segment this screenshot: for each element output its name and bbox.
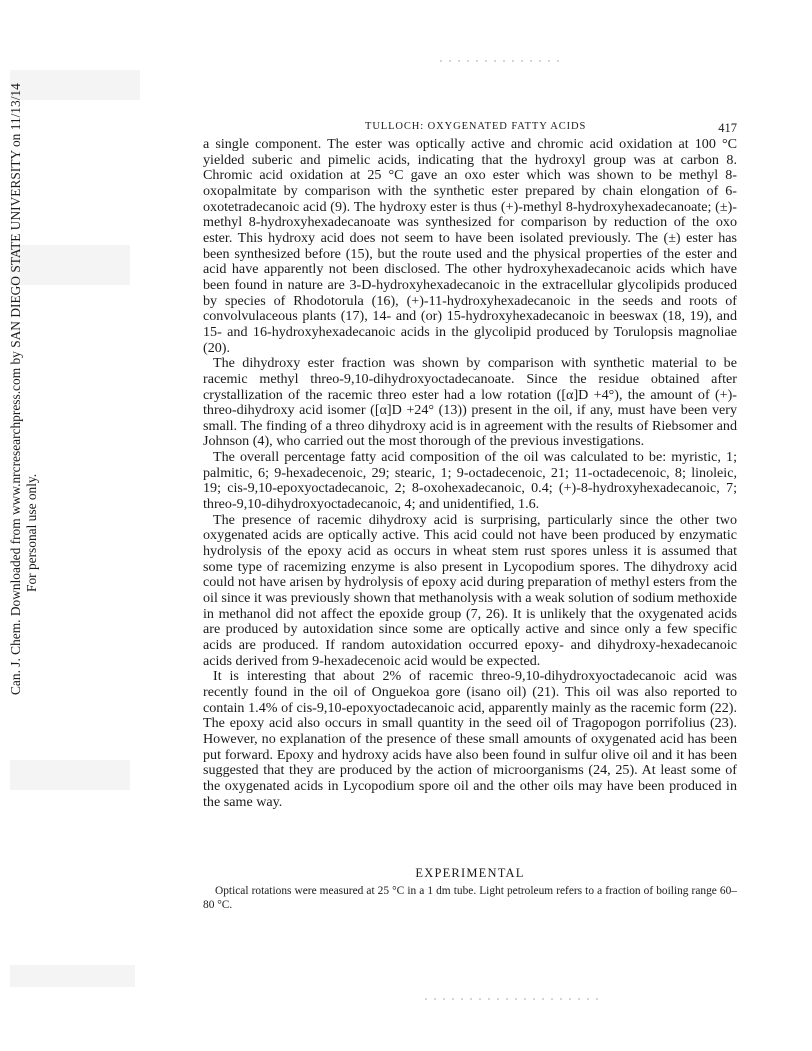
scan-artifact-top-dots xyxy=(440,60,560,62)
scan-artifact-bottom-dots xyxy=(425,998,605,1000)
paragraph-fatty-acid-composition: The overall percentage fatty acid composition of the oil was calculated to be: myristic, 1; palmitic, 6; 9-hexadecenoic, 29; stearic, 1; 9-octadecenoic, 21; 11-octadecenoic, 8; linoleic, 19; cis-9,10-epoxyoctadecanoic, 2; 8-oxohexadecanoic, 0.4; (+)-8-hydroxyhexadecanoic, 7; threo-9,10-dihydroxyoctadecanoic, 4; and unidentified, 1.6. xyxy=(203,449,737,513)
download-stamp-usage-line: For personal use only. xyxy=(24,473,39,592)
page-header xyxy=(203,121,737,137)
running-head: TULLOCH: OXYGENATED FATTY ACIDS xyxy=(365,121,587,132)
download-stamp xyxy=(2,83,46,695)
paragraph-hydroxy-ester: a single component. The ester was optically active and chromic acid oxidation at 100 °C yielded suberic and pimelic acids, indicating that the hydroxyl group was at carbon 8. Chromic acid oxidation at 25 °C gave an oxo ester which was shown to be methyl 8-oxopalmitate by comparison with the synthetic ester prepared by chain elongation of 6-oxotetradecanoic acid (9). The hydroxy ester is thus (+)-methyl 8-hydroxyhexadecanoate; (±)-methyl 8-hydroxyhexadecanoate was synthesized for comparison by reduction of the oxo ester. This hydroxy acid does not seem to have been isolated previously. The (±) ester has been synthesized before (15), but the route used and the physical properties of the ester and acid have apparently not been disclosed. The other hydroxyhexadecanoic acids which have been found in nature are 3-D-hydroxyhexadecanoic in the extracellular glycolipids produced by species of Rhodotorula (16), (+)-11-hydroxyhexadecanoic in the seeds and roots of convolvulaceous plants (17), 14- and (or) 15-hydroxyhexadecanoic in beeswax (18, 19), and 15- and 16-hydroxyhexadecanoic acids in the glycolipid produced by Torulopsis magnoliae (20). xyxy=(203,136,737,356)
article-body xyxy=(203,137,737,810)
paragraph-isano-oil: It is interesting that about 2% of racemic threo-9,10-dihydroxyoctadecanoic acid was recently found in the oil of Onguekoa gore (isano oil) (21). This oil was also reported to contain 1.4% of cis-9,10-epoxyoctadecanoic acid, apparently mainly as the racemic form (22). The epoxy acid also occurs in small quantity in the seed oil of Tragopogon porrifolius (23). However, no explanation of the presence of these small amounts of oxygenated acid has been put forward. Epoxy and hydroxy acids have also been found in sulfur olive oil and it has been suggested that they are produced by the action of microorganisms (24, 25). At least some of the oxygenated acids in Lycopodium spore oil and the other oils may have been produced in the same way. xyxy=(203,668,737,810)
scan-artifact-bottom-left xyxy=(10,760,130,790)
experimental-note-text: Optical rotations were measured at 25 °C in a 1 dm tube. Light petroleum refers to a fraction of boiling range 60–80 °C. xyxy=(203,885,737,911)
download-stamp-source-line: Can. J. Chem. Downloaded from www.nrcresearchpress.com by SAN DIEGO STATE UNIVERSITY on 11/13/14 xyxy=(8,83,23,695)
paragraph-dihydroxy-ester: The dihydroxy ester fraction was shown by comparison with synthetic material to be racemic methyl threo-9,10-dihydroxyoctadecanoate. Since the residue obtained after crystallization of the racemic threo ester had a low rotation ([α]D +4°), the amount of (+)-threo-dihydroxy acid isomer ([α]D +24° (13)) present in the oil, if any, must have been very small. The finding of a threo dihydroxy acid is in agreement with the results of Riebsomer and Johnson (4), who carried out the most thorough of the previous investigations. xyxy=(203,355,737,450)
experimental-note xyxy=(203,884,737,912)
paragraph-racemic-dihydroxy: The presence of racemic dihydroxy acid is surprising, particularly since the other two oxygenated acids are optically active. This acid could not have been produced by enzymatic hydrolysis of the epoxy acid as occurs in wheat stem rust spores unless it is assumed that some type of racemizing enzyme is also present in Lycopodium spores. The dihydroxy acid could not have arisen by hydrolysis of epoxy acid during preparation of methyl esters from the oil since it was previously shown that methanolysis with a weak solution of sodium methoxide in methanol did not affect the epoxide group (7, 26). It is unlikely that the oxygenated acids are produced by autoxidation since some are optically active and since only a few specific acids are produced. If random autoxidation occurred epoxy- and dihydroxy-hexadecanoic acids derived from 9-hexadecenoic acid would be expected. xyxy=(203,511,737,669)
section-heading-experimental: EXPERIMENTAL xyxy=(415,866,525,880)
scan-artifact-lower-left xyxy=(10,965,135,987)
scan-artifact-top-left xyxy=(10,70,140,100)
page-number: 417 xyxy=(718,121,737,135)
